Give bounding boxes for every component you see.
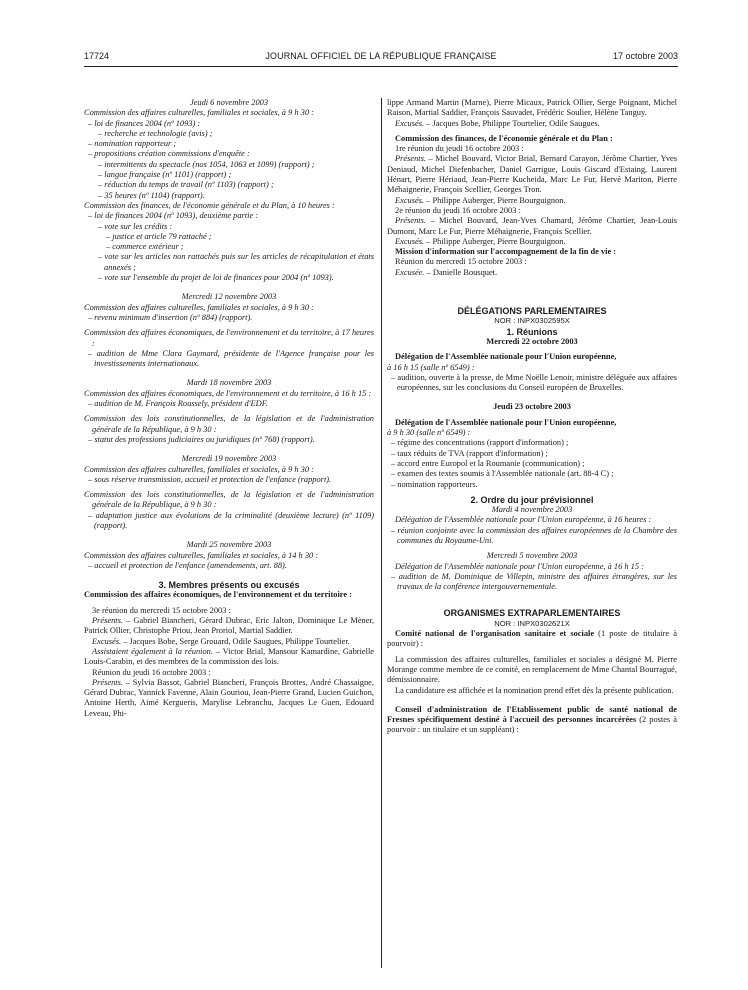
meeting-line: 1re réunion du jeudi 16 octobre 2003 :	[395, 144, 524, 154]
day-heading: Mardi 18 novembre 2003	[186, 378, 272, 388]
header-rule	[84, 66, 678, 67]
attendance-paragraph	[84, 647, 374, 668]
names: – Michel Bouvard, Jean-Yves Chamard, Jérôme Chartier, Jean-Louis Dumont, Marc Le Fur, Pierre Méhaignerie, François Scellier.	[387, 216, 677, 236]
label: Présents.	[92, 616, 123, 626]
commission-entry: Commission des affaires culturelles, familiales et sociales, à 9 h 30 :	[84, 464, 314, 474]
agenda-item: – sous réserve transmission, accueil et protection de l'enfance (rapport).	[88, 474, 332, 484]
agenda-item: – régime des concentrations (rapport d'information) ;	[391, 438, 569, 448]
attendance-paragraph	[387, 268, 677, 278]
day-heading: Mardi 25 novembre 2003	[186, 540, 272, 550]
commission-entry: Commission des affaires culturelles, familiales et sociales, à 9 h 30 :	[84, 108, 314, 118]
subsection-title: 1. Réunions	[506, 326, 558, 337]
attendance-paragraph	[387, 119, 677, 129]
delegation-title: Délégation de l'Assemblée nationale pour l'Union européenne,	[395, 352, 617, 362]
organism-note: (2 postes à pourvoir : un titulaire et un suppléant) :	[387, 715, 677, 735]
commission-title: Commission des affaires économiques, de l'environnement et du territoire :	[84, 590, 352, 600]
right-column	[387, 98, 677, 736]
names: – Jacques Bobe, Philippe Tourtelier, Odile Saugues.	[424, 118, 600, 128]
agenda-item: – examen des textes soumis à l'Assemblée nationale (art. 88-4 C) ;	[391, 469, 614, 479]
delegation-title: Délégation de l'Assemblée nationale pour l'Union européenne,	[395, 417, 617, 427]
label: Présents.	[92, 677, 123, 687]
day-heading: Mercredi 19 novembre 2003	[181, 454, 277, 464]
label: Excusés.	[395, 236, 425, 246]
names: – Gabriel Biancheri, Gérard Dubrac, Eric Jalton, Dominique Le Mèner, Patrick Ollier, Christophe Priou, Jean Proriol, Martial Saddier.	[84, 616, 374, 636]
agenda-item: – nomination rapporteurs.	[391, 479, 478, 489]
agenda-subitem: – 35 heures (nº 1104) (rapport).	[98, 190, 205, 200]
attendance-paragraph	[387, 237, 677, 247]
section-title: DÉLÉGATIONS PARLEMENTAIRES	[457, 306, 607, 317]
delegation-time: à 9 h 30 (salle nº 6549) :	[387, 428, 471, 438]
agenda-subitem: – justice et article 79 rattaché ;	[106, 231, 212, 241]
agenda-item: – audition de M. François Roussely, président d'EDF.	[88, 399, 268, 409]
page-number: 17724	[84, 51, 110, 61]
commission-entry: Commission des affaires économiques, de l'environnement et du territoire, à 16 h 15 :	[84, 388, 372, 398]
agenda-subitem: – commerce extérieur ;	[106, 242, 184, 252]
commission-entry: Commission des lois constitutionnelles, de la législation et de l'administration générale de la République, à 9 h 30 :	[84, 490, 374, 510]
meeting-line: Réunion du mercredi 15 octobre 2003 :	[395, 257, 527, 267]
subsection-title: 2. Ordre du jour prévisionnel	[470, 494, 594, 505]
day-heading: Mercredi 22 octobre 2003	[486, 336, 578, 346]
organism-title: Comité national de l'organisation sanitaire et sociale	[395, 629, 595, 639]
agenda-subitem: – intermittents du spectacle (nos 1054, 1063 et 1099) (rapport) ;	[98, 159, 315, 169]
agenda-item: – audition, ouverte à la presse, de Mme Noëlle Lenoir, ministre déléguée aux affaires européennes, sur les conclusions du Conseil européen de Bruxelles.	[391, 372, 677, 393]
names: – Sylvia Bassot, Gabriel Biancheri, François Brottes, André Chassaigne, Gérard Dubrac, Yannick Favenne, Alain Gouriou, Jean-Pierre Grand, Lucien Guichon, Antoine Herth, Aimé Kergueris, Marylise Lebranchu, Jacques Le Guen, Edouard Leveau, Phi-	[84, 677, 374, 718]
label: Assistaient également à la réunion.	[92, 646, 213, 656]
agenda-item: – accueil et protection de l'enfance (amendements, art. 88).	[88, 560, 287, 570]
attendance-paragraph	[387, 216, 677, 237]
agenda-subitem: – recherche et technologie (avis) ;	[98, 128, 213, 138]
attendance-paragraph	[84, 678, 374, 719]
agenda-item: – réunion conjointe avec la commission des affaires européennes de la Chambre des communes du Royaume-Uni.	[391, 525, 677, 545]
agenda-item: – revenu minimum d'insertion (nº 884) (rapport).	[88, 312, 253, 322]
agenda-item: – loi de finances 2004 (nº 1093), deuxième partie :	[88, 211, 259, 221]
commission-entry: Commission des affaires culturelles, familiales et sociales, à 9 h 30 :	[84, 302, 314, 312]
section-title: ORGANISMES EXTRAPARLEMENTAIRES	[443, 608, 621, 619]
delegation-time: à 16 h 15 (salle nº 6549) :	[387, 362, 475, 372]
day-heading: Jeudi 6 novembre 2003	[189, 98, 269, 107]
label: Excusés.	[395, 118, 425, 128]
page-header	[84, 51, 678, 65]
agenda-item: – loi de finances 2004 (nº 1093) :	[88, 118, 201, 128]
commission-title: Commission des finances, de l'économie générale et du Plan :	[395, 133, 613, 143]
issue-date: 17 octobre 2003	[612, 51, 678, 61]
organism-note: (1 poste de titulaire à pourvoir) :	[387, 629, 677, 649]
names: – Michel Bouvard, Victor Brial, Bernard Carayon, Jérôme Chartier, Yves Deniaud, Michel Diefenbacher, Daniel Garrigue, Louis Giscard d'Estaing, Laurent Hénart, Pierre Hériaud, Jean-Pierre Kucheida, Marc Le Fur, Hervé Mariton, Pierre Méhaignerie, François Scellier, Georges Tron.	[387, 154, 677, 195]
day-heading: Jeudi 23 octobre 2003	[493, 402, 571, 412]
agenda-subitem: – vote sur les crédits :	[98, 221, 173, 231]
nor-reference: NOR : INPX0302621X	[494, 618, 570, 628]
label: Présents.	[395, 154, 426, 164]
continued-names: lippe Armand Martin (Marne), Pierre Micaux, Patrick Ollier, Serge Poignant, Michel Raison, Martial Saddier, François Sauvadet, Frédéric Soulier, Hélène Tanguy.	[387, 98, 677, 118]
commission-entry: Commission des affaires économiques, de l'environnement et du territoire, à 17 heures :	[84, 328, 374, 348]
agenda-item: – propositions création commissions d'enquête :	[88, 149, 250, 159]
organism-heading	[387, 629, 677, 650]
day-heading: Mercredi 12 novembre 2003	[181, 292, 277, 302]
agenda-subitem: – réduction du temps de travail (nº 1103) (rapport) ;	[98, 180, 274, 190]
organism-title: Conseil d'administration de l'Etablissement public de santé national de Fresnes spécifiquement destiné à l'accueil des personnes incarcérées	[387, 704, 677, 725]
journal-title: JOURNAL OFFICIEL DE LA RÉPUBLIQUE FRANÇAISE	[265, 51, 497, 61]
left-column	[84, 98, 374, 719]
meeting-line: 2e réunion du jeudi 16 octobre 2003 :	[395, 205, 521, 215]
mission-title: Mission d'information sur l'accompagnement de la fin de vie :	[395, 247, 617, 257]
delegation-entry: Délégation de l'Assemblée nationale pour l'Union européenne, à 16 heures :	[395, 515, 652, 525]
commission-entry: Commission des affaires culturelles, familiales et sociales, à 14 h 30 :	[84, 550, 319, 560]
names: – Victor Brial, Mansour Kamardine, Gabrielle Louis-Carabin, et des membres de la commission des lois.	[84, 646, 374, 667]
commission-entry: Commission des finances, de l'économie générale et du Plan, à 10 heures :	[84, 200, 335, 210]
meeting-line: 3e réunion du mercredi 15 octobre 2003 :	[92, 605, 231, 615]
agenda-subitem: – vote sur l'ensemble du projet de loi de finances pour 2004 (nº 1093).	[98, 273, 334, 283]
column-divider	[381, 98, 382, 968]
names: – Philippe Auberger, Pierre Bourguignon.	[424, 236, 566, 246]
attendance-paragraph	[84, 637, 374, 647]
body-paragraph: La candidature est affichée et la nomination prend effet dès la présente publication.	[395, 685, 674, 695]
agenda-subitem: – vote sur les articles non rattachés puis sur les articles de récapitulation et états annexés ;	[98, 252, 374, 272]
day-heading: Mardi 4 novembre 2003	[491, 505, 573, 515]
agenda-item: – adaptation justice aux évolutions de la criminalité (deuxième lecture) (nº 1109) (rapport).	[88, 510, 374, 530]
label: Excusés.	[395, 195, 425, 205]
agenda-item: – taux réduits de TVA (rapport d'information) ;	[391, 448, 548, 458]
agenda-item: – audition de M. Dominique de Villepin, ministre des affaires étrangères, sur les travaux de la conférence intergouvernementale.	[391, 571, 677, 592]
names: – Danielle Bousquet.	[424, 267, 498, 277]
attendance-paragraph	[84, 616, 374, 637]
label: Présents.	[395, 216, 426, 226]
names: – Jacques Bobe, Serge Grouard, Odile Saugues, Philippe Tourtelier.	[121, 636, 350, 646]
agenda-item: – statut des professions judiciaires ou juridiques (nº 768) (rapport).	[88, 434, 315, 444]
nor-reference: NOR : INPX0302595X	[494, 316, 570, 326]
meeting-line: Réunion du jeudi 16 octobre 2003 :	[92, 667, 211, 677]
agenda-item: – accord entre Europol et la Roumanie (communication) ;	[391, 458, 585, 468]
attendance-paragraph	[387, 154, 677, 195]
delegation-entry: Délégation de l'Assemblée nationale pour l'Union européenne, à 16 h 15 :	[395, 561, 644, 571]
day-heading: Mercredi 5 novembre 2003	[486, 551, 578, 561]
body-paragraph: La commission des affaires culturelles, familiales et sociales a désigné M. Pierre Morange comme membre de ce comité, en remplacement de Mme Chantal Bourragué, démissionnaire.	[387, 654, 677, 685]
section-title: 3. Membres présents ou excusés	[158, 580, 300, 591]
label: Excusée.	[395, 267, 425, 277]
agenda-subitem: – langue française (nº 1101) (rapport) ;	[98, 170, 232, 180]
agenda-item: – nomination rapporteur ;	[88, 139, 177, 149]
names: – Philippe Auberger, Pierre Bourguignon.	[424, 195, 566, 205]
label: Excusés.	[92, 636, 122, 646]
agenda-item: – audition de Mme Clara Gaymard, présidente de l'Agence française pour les investissements internationaux.	[88, 348, 374, 369]
commission-entry: Commission des lois constitutionnelles, de la législation et de l'administration générale de la République, à 9 h 30 :	[84, 414, 374, 434]
organism-heading	[387, 705, 677, 736]
attendance-paragraph	[387, 196, 677, 206]
